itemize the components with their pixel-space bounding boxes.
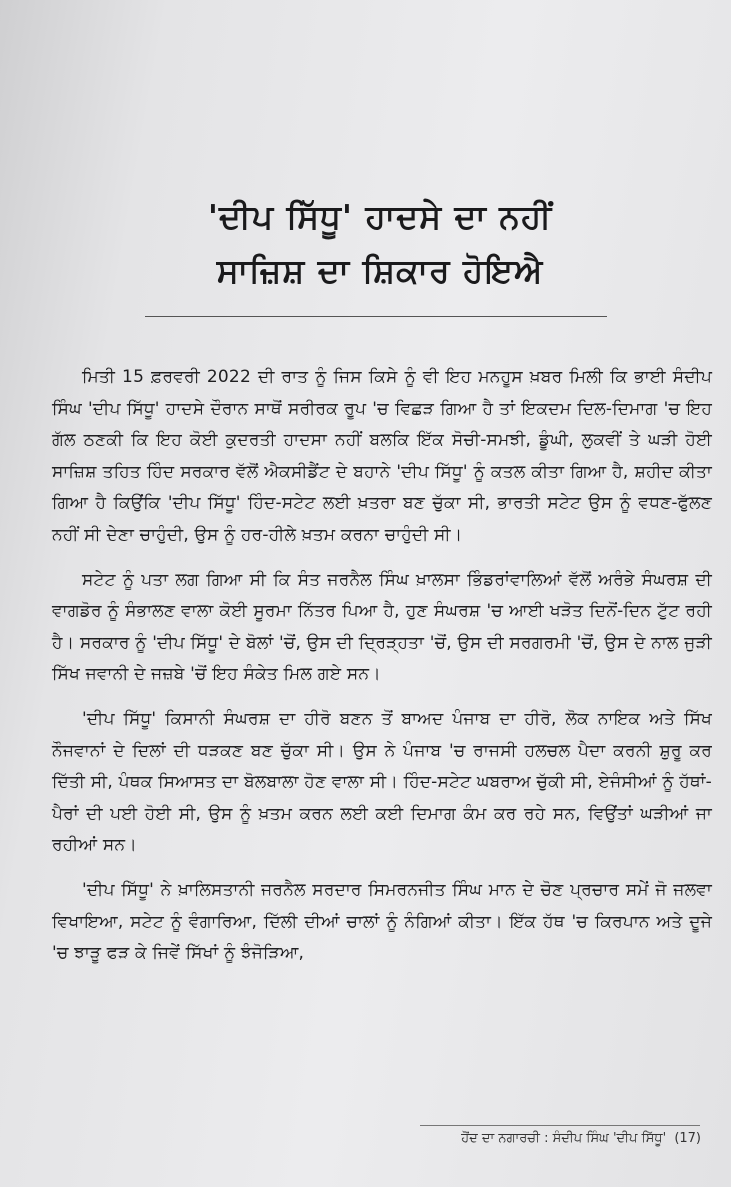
footer-divider <box>420 1125 700 1126</box>
chapter-title-line-2: ਸਾਜ਼ਿਸ਼ ਦਾ ਸ਼ਿਕਾਰ ਹੋਇਐ <box>216 251 544 290</box>
paragraph-1: ਮਿਤੀ 15 ਫ਼ਰਵਰੀ 2022 ਦੀ ਰਾਤ ਨੂੰ ਜਿਸ ਕਿਸੇ ਨੂੰ ਵੀ ਇਹ ਮਨਹੂਸ ਖ਼ਬਰ ਮਿਲੀ ਕਿ ਭਾਈ ਸੰਦੀਪ ਸਿੰਘ 'ਦੀਪ ਸਿੱਧੂ' ਹਾਦਸੇ ਦੌਰਾਨ ਸਾਥੋਂ ਸਰੀਰਕ ਰੂਪ 'ਚ ਵਿਛੜ ਗਿਆ ਹੈ ਤਾਂ ਇਕਦਮ ਦਿਲ-ਦਿਮਾਗ 'ਚ ਇਹ ਗੱਲ ਠਣਕੀ ਕਿ ਇਹ ਕੋਈ ਕੁਦਰਤੀ ਹਾਦਸਾ ਨਹੀਂ ਬਲਕਿ ਇੱਕ ਸੋਚੀ-ਸਮਝੀ, ਡੂੰਘੀ, ਲੁਕਵੀਂ ਤੇ ਘੜੀ ਹੋਈ ਸਾਜ਼ਿਸ਼ ਤਹਿਤ ਹਿੰਦ ਸਰਕਾਰ ਵੱਲੋਂ ਐਕਸੀਡੈਂਟ ਦੇ ਬਹਾਨੇ 'ਦੀਪ ਸਿੱਧੂ' ਨੂੰ ਕਤਲ ਕੀਤਾ ਗਿਆ ਹੈ, ਸ਼ਹੀਦ ਕੀਤਾ ਗਿਆ ਹੈ ਕਿਉਂਕਿ 'ਦੀਪ ਸਿੱਧੂ' ਹਿੰਦ-ਸਟੇਟ ਲਈ ਖ਼ਤਰਾ ਬਣ ਚੁੱਕਾ ਸੀ, ਭਾਰਤੀ ਸਟੇਟ ਉਸ ਨੂੰ ਵਧਣ-ਫੁੱਲਣ ਨਹੀਂ ਸੀ ਦੇਣਾ ਚਾਹੁੰਦੀ, ਉਸ ਨੂੰ ਹਰ-ਹੀਲੇ ਖ਼ਤਮ ਕਰਨਾ ਚਾਹੁੰਦੀ ਸੀ। <box>52 367 712 545</box>
chapter-title-line-1: 'ਦੀਪ ਸਿੱਧੂ' ਹਾਦਸੇ ਦਾ ਨਹੀਂ <box>207 197 553 236</box>
title-divider <box>145 316 607 317</box>
paragraph-3: 'ਦੀਪ ਸਿੱਧੂ' ਕਿਸਾਨੀ ਸੰਘਰਸ਼ ਦਾ ਹੀਰੋ ਬਣਨ ਤੋਂ ਬਾਅਦ ਪੰਜਾਬ ਦਾ ਹੀਰੋ, ਲੋਕ ਨਾਇਕ ਅਤੇ ਸਿੱਖ ਨੌਜਵਾਨਾਂ ਦੇ ਦਿਲਾਂ ਦੀ ਧੜਕਣ ਬਣ ਚੁੱਕਾ ਸੀ। ਉਸ ਨੇ ਪੰਜਾਬ 'ਚ ਰਾਜਸੀ ਹਲਚਲ ਪੈਦਾ ਕਰਨੀ ਸ਼ੁਰੂ ਕਰ ਦਿੱਤੀ ਸੀ, ਪੰਥਕ ਸਿਆਸਤ ਦਾ ਬੋਲਬਾਲਾ ਹੋਣ ਵਾਲਾ ਸੀ। ਹਿੰਦ-ਸਟੇਟ ਘਬਰਾਅ ਚੁੱਕੀ ਸੀ, ਏਜੰਸੀਆਂ ਨੂੰ ਹੱਥਾਂ-ਪੈਰਾਂ ਦੀ ਪਈ ਹੋਈ ਸੀ, ਉਸ ਨੂੰ ਖ਼ਤਮ ਕਰਨ ਲਈ ਕਈ ਦਿਮਾਗ ਕੰਮ ਕਰ ਰਹੇ ਸਨ, ਵਿਉਂਤਾਂ ਘੜੀਆਂ ਜਾ ਰਹੀਆਂ ਸਨ। <box>52 708 712 856</box>
chapter-body <box>52 362 712 983</box>
chapter-title <box>100 190 660 298</box>
running-title: ਹੋਂਦ ਦਾ ਨਗਾਰਚੀ : ਸੰਦੀਪ ਸਿੰਘ 'ਦੀਪ ਸਿੱਧੂ' <box>461 1131 667 1146</box>
page-number: (17) <box>674 1131 701 1146</box>
paragraph-4: 'ਦੀਪ ਸਿੱਧੂ' ਨੇ ਖ਼ਾਲਿਸਤਾਨੀ ਜਰਨੈਲ ਸਰਦਾਰ ਸਿਮਰਨਜੀਤ ਸਿੰਘ ਮਾਨ ਦੇ ਚੋਣ ਪ੍ਰਚਾਰ ਸਮੇਂ ਜੋ ਜਲਵਾ ਵਿਖਾਇਆ, ਸਟੇਟ ਨੂੰ ਵੰਗਾਰਿਆ, ਦਿੱਲੀ ਦੀਆਂ ਚਾਲਾਂ ਨੂੰ ਨੰਗਿਆਂ ਕੀਤਾ। ਇੱਕ ਹੱਥ 'ਚ ਕਿਰਪਾਨ ਅਤੇ ਦੂਜੇ 'ਚ ਝਾੜੂ ਫੜ ਕੇ ਜਿਵੇਂ ਸਿੱਖਾਂ ਨੂੰ ਝੰਜੋੜਿਆ, <box>52 879 712 964</box>
paragraph-2: ਸਟੇਟ ਨੂੰ ਪਤਾ ਲਗ ਗਿਆ ਸੀ ਕਿ ਸੰਤ ਜਰਨੈਲ ਸਿੰਘ ਖ਼ਾਲਸਾ ਭਿੰਡਰਾਂਵਾਲਿਆਂ ਵੱਲੋਂ ਅਰੰਭੇ ਸੰਘਰਸ਼ ਦੀ ਵਾਗਡੋਰ ਨੂੰ ਸੰਭਾਲਣ ਵਾਲਾ ਕੋਈ ਸੂਰਮਾ ਨਿੱਤਰ ਪਿਆ ਹੈ, ਹੁਣ ਸੰਘਰਸ਼ 'ਚ ਆਈ ਖੜੋਤ ਦਿਨੋਂ-ਦਿਨ ਟੁੱਟ ਰਹੀ ਹੈ। ਸਰਕਾਰ ਨੂੰ 'ਦੀਪ ਸਿੱਧੂ' ਦੇ ਬੋਲਾਂ 'ਚੋਂ, ਉਸ ਦੀ ਦ੍ਰਿੜ੍ਹਤਾ 'ਚੋਂ, ਉਸ ਦੀ ਸਰਗਰਮੀ 'ਚੋਂ, ਉਸ ਦੇ ਨਾਲ ਜੁੜੀ ਸਿੱਖ ਜਵਾਨੀ ਦੇ ਜਜ਼ਬੇ 'ਚੋਂ ਇਹ ਸੰਕੇਤ ਮਿਲ ਗਏ ਸਨ। <box>52 569 712 685</box>
page-footer <box>461 1131 701 1146</box>
